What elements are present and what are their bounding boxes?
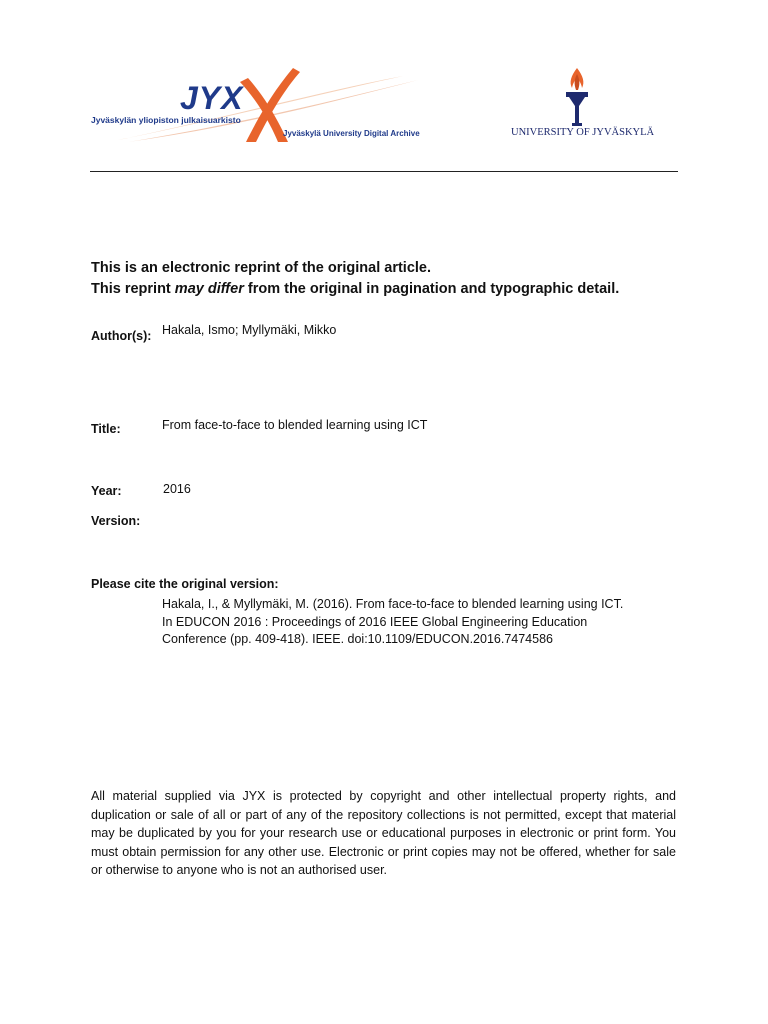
authors-label: Author(s): [91,329,152,343]
reprint-notice [91,258,619,300]
reprint-notice-line1: This is an electronic reprint of the original article. [91,260,432,276]
jyx-tagline-finnish: Jyväskylän yliopiston julkaisuarkisto [91,115,241,125]
university-name: UNIVERSITY OF JYVÄSKYLÄ [511,127,655,138]
university-torch-icon [560,66,594,128]
jyx-wordmark: JYX [180,80,244,116]
title-value: From face-to-face to blended learning using ICT [162,418,428,432]
year-value: 2016 [163,482,191,496]
citation-line: Conference (pp. 409-418). IEEE. doi:10.1109/EDUCON.2016.7474586 [162,632,553,646]
citation-text [162,596,623,649]
jyx-tagline-english: Jyväskylä University Digital Archive [283,129,420,138]
citation-line: Hakala, I., & Myllymäki, M. (2016). From face-to-face to blended learning using ICT. [162,597,624,611]
authors-value: Hakala, Ismo; Myllymäki, Mikko [162,323,337,337]
reprint-notice-line2: This reprint may differ from the original in pagination and typographic detail. [91,281,620,297]
citation-heading: Please cite the original version: [91,577,279,591]
year-label: Year: [91,484,122,498]
title-label: Title: [91,422,121,436]
copyright-notice: All material supplied via JYX is protected by copyright and other intellectual property rights, and duplication or sale of all or part of any of the repository collections is not permitted, except that material may be duplicated by you for your research use or educational purposes in electronic or print form. You must obtain permission for any other use. Electronic or print copies may not be offered, whether for sale or otherwise to anyone who is not an authorised user. [91,789,676,878]
version-label: Version: [91,514,141,528]
header-divider [90,171,678,172]
citation-line: In EDUCON 2016 : Proceedings of 2016 IEEE Global Engineering Education [162,614,588,629]
